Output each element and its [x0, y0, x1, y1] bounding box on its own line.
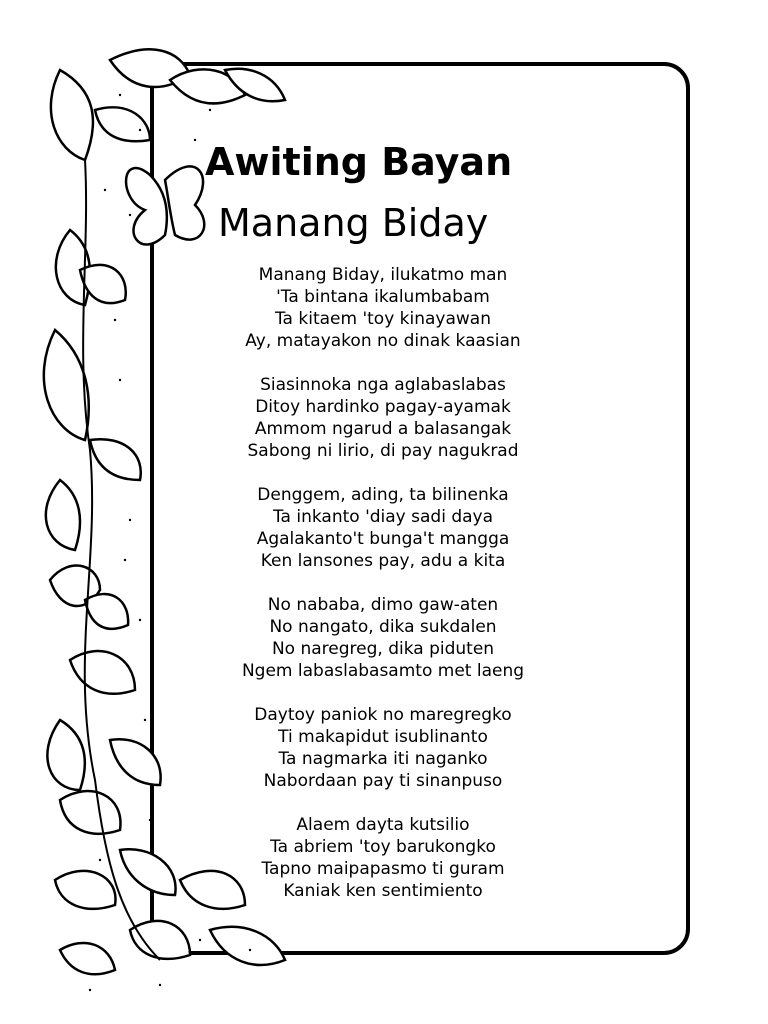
- lyric-line: Siasinnoka nga aglabaslabas: [260, 375, 506, 395]
- lyric-line: Ti makapidut isublinanto: [278, 727, 488, 747]
- lyrics: [210, 264, 556, 924]
- lyric-line: 'Ta bintana ikalumbabam: [276, 287, 490, 307]
- stanza: [210, 264, 556, 352]
- leaf-icon: [47, 720, 84, 790]
- stanza: [210, 484, 556, 572]
- lyric-line: No naregreg, dika piduten: [271, 639, 495, 659]
- page-title: Awiting Bayan: [205, 140, 513, 184]
- stanza: [210, 594, 556, 682]
- lyric-line: No nababa, dimo gaw-aten: [267, 595, 499, 615]
- lyric-line: Ammom ngarud a balasangak: [254, 419, 512, 439]
- lyric-line: Ngem labaslabasamto met laeng: [241, 661, 525, 681]
- lyric-line: Alaem dayta kutsilio: [296, 815, 470, 835]
- lyric-line: Ay, matayakon no dinak kaasian: [245, 331, 521, 351]
- stanza: [210, 374, 556, 462]
- leaf-icon: [55, 871, 115, 909]
- stanza: [210, 814, 556, 902]
- flower-icon: [130, 921, 190, 959]
- stanza: [210, 704, 556, 792]
- leaf-icon: [70, 651, 135, 694]
- lyric-line: Ken lansones pay, adu a kita: [260, 551, 506, 571]
- song-title: Manang Biday: [218, 201, 489, 245]
- lyric-line: Ta inkanto 'diay sadi daya: [272, 507, 494, 527]
- lyric-line: Kaniak ken sentimiento: [283, 881, 483, 901]
- lyric-line: No nangato, dika sukdalen: [269, 617, 497, 637]
- lyric-line: Ta abriem 'toy barukongko: [270, 837, 496, 857]
- lyric-line: Manang Biday, ilukatmo man: [258, 265, 508, 285]
- leaf-icon: [210, 927, 285, 965]
- flower-icon: [85, 594, 128, 629]
- lyric-line: Ta kitaem 'toy kinayawan: [274, 309, 491, 329]
- lyric-line: Denggem, ading, ta bilinenka: [257, 485, 509, 505]
- leaf-icon: [46, 480, 80, 550]
- lyric-line: Ta nagmarka iti naganko: [278, 749, 488, 769]
- leaf-icon: [110, 739, 161, 785]
- leaf-icon: [44, 330, 89, 440]
- leaf-icon: [120, 849, 176, 895]
- lyric-line: Tapno maipapasmo ti guram: [261, 859, 505, 879]
- lyric-line: Agalakanto't bunga't mangga: [256, 529, 510, 549]
- leaf-icon: [90, 439, 141, 480]
- lyric-line: Nabordaan pay ti sinanpuso: [263, 771, 503, 791]
- lyric-line: Daytoy paniok no maregregko: [254, 705, 512, 725]
- butterfly-icon: [165, 166, 204, 239]
- flower-icon: [60, 791, 120, 834]
- leaf-icon: [95, 107, 150, 141]
- lyric-line: Ditoy hardinko pagay-ayamak: [255, 397, 511, 417]
- leaf-icon: [60, 943, 115, 974]
- butterfly-icon: [126, 168, 167, 244]
- lyric-line: Sabong ni lirio, di pay nagukrad: [247, 441, 519, 461]
- leaf-icon: [51, 70, 93, 160]
